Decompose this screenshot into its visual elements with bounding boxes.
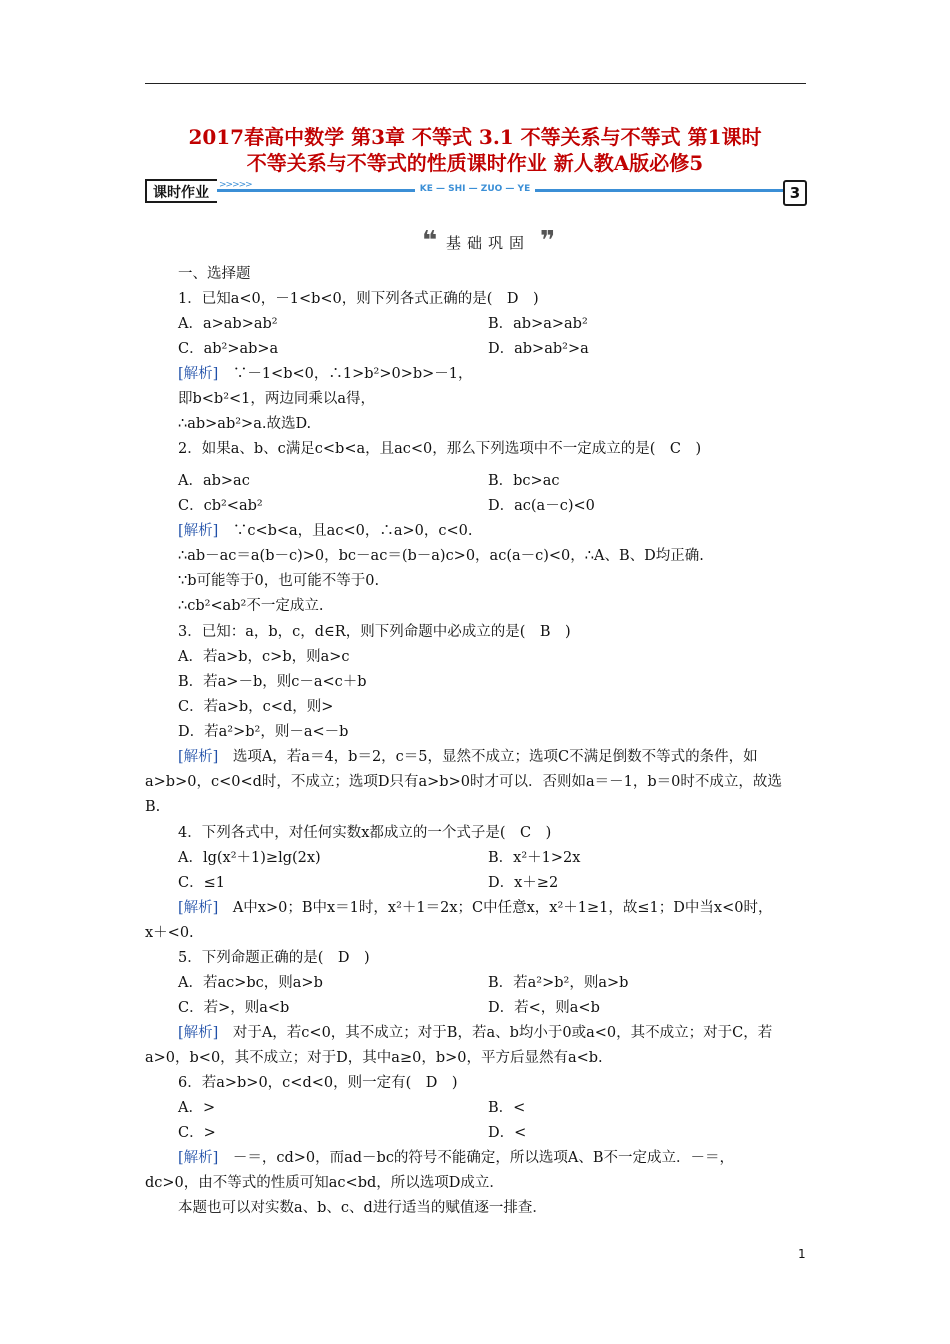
option: B．< <box>488 1100 526 1116</box>
option: D．若a²>b²，则－a<－b <box>178 724 349 740</box>
banner-number: 3 <box>783 180 807 206</box>
analysis-text: 选项A，若a＝4，b＝2，c＝5，显然不成立；选项C不满足倒数不等式的条件，如 <box>232 749 758 765</box>
option: B．bc>ac <box>488 473 560 489</box>
part-heading: 一、选择题 <box>178 266 251 282</box>
analysis-line: dc>0，由不等式的性质可知ac<bd，所以选项D成立． <box>145 1175 504 1191</box>
analysis-tag: [解析] <box>178 1025 219 1041</box>
option: A．a>ab>ab² <box>178 316 278 332</box>
option: B．若a>－b，则c－a<c＋b <box>178 674 367 690</box>
analysis-text: 对于A，若c<0，其不成立；对于B，若a、b均小于0或a<0，其不成立；对于C，若 <box>232 1025 773 1041</box>
option: A．> <box>178 1100 216 1116</box>
homework-banner <box>145 177 806 207</box>
analysis-line: a>b>0，c<0<d时，不成立；选项D只有a>b>0时才可以．否则如a＝－1，b＝0时不成立，故选 <box>145 774 782 790</box>
option: D．x＋≥2 <box>488 875 559 891</box>
option: C．cb²<ab² <box>178 498 263 514</box>
analysis-tag: [解析] <box>178 523 219 539</box>
question-stem: 2．如果a、b、c满足c<b<a，且ac<0，那么下列选项中不一定成立的是( C ) <box>178 441 702 457</box>
analysis-text: －＝，cd>0，而ad－bc的符号不能确定，所以选项A、B不一定成立．－＝， <box>232 1150 735 1166</box>
analysis-line: ∵b可能等于0，也可能不等于0. <box>178 573 380 589</box>
analysis-line: x＋<0. <box>145 925 194 941</box>
open-quote-icon: ❝ <box>422 226 438 256</box>
title-line-1: 2017春高中数学 第3章 不等式 3.1 不等关系与不等式 第1课时 <box>188 125 762 149</box>
banner-pinyin: KE — SHI — ZUO — YE <box>415 184 535 194</box>
question-stem: 5．下列命题正确的是( D ) <box>178 950 370 966</box>
option: D．若<，则a<b <box>488 1000 600 1016</box>
analysis-line: B. <box>145 799 161 815</box>
analysis-line <box>178 1023 772 1043</box>
close-quote-icon: ❞ <box>540 226 556 256</box>
option: C．若>，则a<b <box>178 1000 290 1016</box>
analysis-tag: [解析] <box>178 366 219 382</box>
option: A．若a>b，c>b，则a>c <box>178 649 350 665</box>
analysis-line: ∴ab－ac＝a(b－c)>0，bc－ac＝(b－a)c>0，ac(a－c)<0，∴A、B、D均正确. <box>178 548 704 564</box>
option: A．ab>ac <box>178 473 250 489</box>
option: D．ab>ab²>a <box>488 341 589 357</box>
option: C．ab²>ab>a <box>178 341 279 357</box>
analysis-tag: [解析] <box>178 749 219 765</box>
question-stem: 6．若a>b>0，c<d<0，则一定有( D ) <box>178 1075 458 1091</box>
analysis-line <box>178 521 472 541</box>
analysis-line <box>178 898 772 918</box>
banner-label: 课时作业 <box>145 179 217 203</box>
banner-arrows: >>>>> <box>219 180 252 190</box>
option: C．≤1 <box>178 875 225 891</box>
option: B．ab>a>ab² <box>488 316 588 332</box>
analysis-line <box>178 1148 734 1168</box>
analysis-text: A中x>0；B中x＝1时，x²＋1＝2x；C中任意x，x²＋1≥1，故≤1；D中当x<0时， <box>232 900 773 916</box>
analysis-tag: [解析] <box>178 1150 219 1166</box>
question-stem: 1．已知a<0，－1<b<0，则下列各式正确的是( D ) <box>178 291 539 307</box>
analysis-line: 本题也可以对实数a、b、c、d进行适当的赋值逐一排查． <box>178 1200 547 1216</box>
analysis-line: 即b<b²<1，两边同乘以a得， <box>178 391 376 407</box>
option: B．x²＋1>2x <box>488 850 581 866</box>
analysis-line <box>178 364 473 384</box>
option: A．lg(x²＋1)≥lg(2x) <box>178 850 321 866</box>
analysis-line: ∴cb²<ab²不一定成立. <box>178 598 324 614</box>
analysis-line: ∴ab>ab²>a.故选D. <box>178 416 312 432</box>
analysis-line: a>0，b<0，其不成立；对于D，其中a≥0，b>0，平方后显然有a<b. <box>145 1050 603 1066</box>
option: C．若a>b，c<d，则> <box>178 699 334 715</box>
analysis-text: ∵c<b<a，且ac<0，∴a>0，c<0. <box>232 523 473 539</box>
option: D．< <box>488 1125 527 1141</box>
section-heading: 基础巩固 <box>446 234 531 252</box>
question-stem: 3．已知：a，b，c，d∈R，则下列命题中必成立的是( B ) <box>178 624 571 640</box>
option: D．ac(a－c)<0 <box>488 498 595 514</box>
document-title <box>120 124 830 176</box>
header-rule <box>145 83 806 84</box>
option: A．若ac>bc，则a>b <box>178 975 323 991</box>
option: B．若a²>b²，则a>b <box>488 975 629 991</box>
page-number: 1 <box>798 1247 806 1261</box>
analysis-tag: [解析] <box>178 900 219 916</box>
title-line-2: 不等关系与不等式的性质课时作业 新人教A版必修5 <box>246 151 704 175</box>
analysis-text: ∵－1<b<0，∴1>b²>0>b>－1， <box>232 366 473 382</box>
question-stem: 4．下列各式中，对任何实数x都成立的一个式子是( C ) <box>178 825 552 841</box>
option: C．> <box>178 1125 216 1141</box>
analysis-line <box>178 747 758 767</box>
